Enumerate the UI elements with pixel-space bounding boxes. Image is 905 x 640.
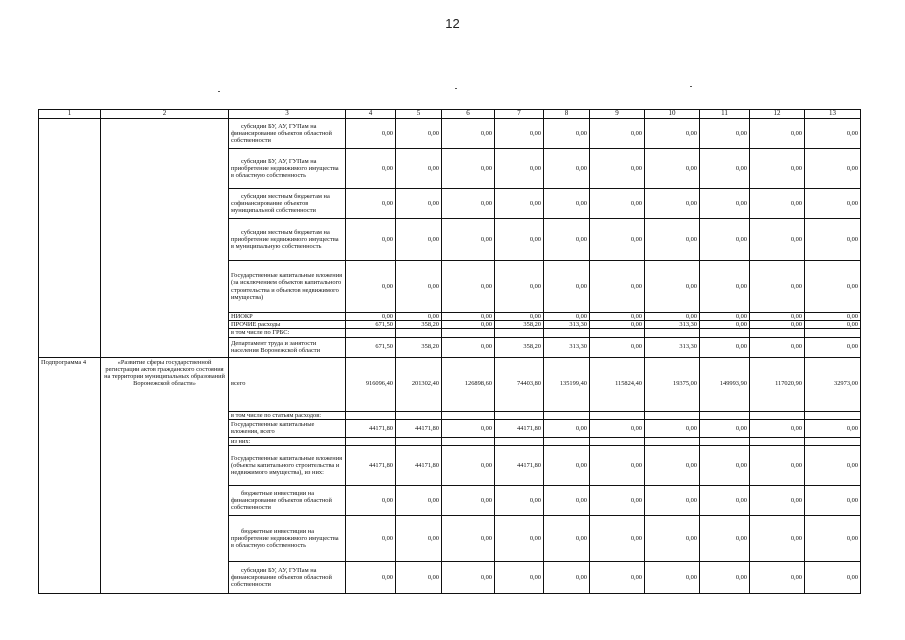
value-cell: 0,00 [442, 119, 495, 149]
column-number-cell: 8 [544, 110, 590, 119]
value-cell: 0,00 [495, 515, 544, 561]
value-cell: 0,00 [700, 485, 750, 515]
value-cell: 0,00 [396, 189, 442, 219]
value-cell: 313,30 [544, 321, 590, 329]
value-cell: 358,20 [396, 337, 442, 357]
value-cell: 0,00 [495, 261, 544, 313]
value-cell: 0,00 [442, 515, 495, 561]
value-cell [750, 437, 805, 445]
value-cell: 0,00 [805, 189, 861, 219]
column-number-cell: 4 [346, 110, 396, 119]
value-cell [645, 411, 700, 419]
value-cell: 0,00 [645, 261, 700, 313]
value-cell: 0,00 [544, 419, 590, 437]
value-cell: 0,00 [750, 445, 805, 485]
value-cell: 0,00 [590, 261, 645, 313]
value-cell: 0,00 [495, 119, 544, 149]
table-row [39, 357, 861, 411]
value-cell: 0,00 [495, 189, 544, 219]
value-cell: 0,00 [750, 485, 805, 515]
value-cell: 0,00 [396, 561, 442, 593]
budget-table [38, 109, 861, 594]
value-cell: 44171,80 [346, 445, 396, 485]
value-cell: 0,00 [645, 313, 700, 321]
value-cell: 313,30 [645, 321, 700, 329]
value-cell: 358,20 [396, 321, 442, 329]
value-cell [495, 411, 544, 419]
value-cell: 0,00 [645, 189, 700, 219]
value-cell: 0,00 [544, 485, 590, 515]
value-cell [590, 329, 645, 337]
value-cell: 135199,40 [544, 357, 590, 411]
value-cell: 671,50 [346, 337, 396, 357]
value-cell: 0,00 [805, 419, 861, 437]
value-cell: 44171,80 [495, 445, 544, 485]
value-cell: 0,00 [346, 261, 396, 313]
row-label: субсидии местным бюджетам на софинансирование объектов муниципальной собственности [229, 189, 346, 219]
value-cell: 0,00 [590, 189, 645, 219]
row-label: Государственные капитальные вложения, всего [229, 419, 346, 437]
value-cell: 0,00 [700, 189, 750, 219]
value-cell: 0,00 [495, 219, 544, 261]
value-cell: 0,00 [346, 149, 396, 189]
value-cell: 0,00 [396, 313, 442, 321]
column-number-cell: 5 [396, 110, 442, 119]
value-cell [590, 437, 645, 445]
value-cell: 0,00 [805, 261, 861, 313]
value-cell: 0,00 [700, 261, 750, 313]
row-label: в том числе по статьям расходов: [229, 411, 346, 419]
row-label: бюджетные инвестиции на финансирование объектов областной собственности [229, 485, 346, 515]
value-cell: 0,00 [495, 149, 544, 189]
program-name-cell [101, 119, 229, 358]
value-cell: 0,00 [590, 485, 645, 515]
column-number-cell: 3 [229, 110, 346, 119]
row-label: субсидии местным бюджетам на приобретение недвижимого имущества в муниципальную собственность [229, 219, 346, 261]
value-cell [442, 437, 495, 445]
value-cell: 44171,80 [396, 445, 442, 485]
row-label: субсидии БУ, АУ, ГУПам на финансирование объектов областной собственности [229, 119, 346, 149]
value-cell: 0,00 [645, 219, 700, 261]
value-cell [495, 329, 544, 337]
value-cell: 0,00 [700, 119, 750, 149]
value-cell: 0,00 [346, 313, 396, 321]
value-cell: 0,00 [750, 313, 805, 321]
subprogram-name-cell: «Развитие сферы государственной регистрации актов гражданского состояния на территории муниципальных образований Воронежской области» [101, 357, 229, 593]
value-cell: 0,00 [805, 337, 861, 357]
value-cell: 0,00 [346, 219, 396, 261]
row-label: из них: [229, 437, 346, 445]
value-cell: 0,00 [805, 219, 861, 261]
value-cell: 0,00 [544, 561, 590, 593]
row-label: ПРОЧИЕ расходы [229, 321, 346, 329]
value-cell [442, 411, 495, 419]
value-cell: 313,30 [645, 337, 700, 357]
value-cell: 0,00 [346, 485, 396, 515]
column-number-cell: 11 [700, 110, 750, 119]
value-cell: 0,00 [442, 561, 495, 593]
value-cell: 671,50 [346, 321, 396, 329]
value-cell: 0,00 [495, 561, 544, 593]
column-number-cell: 10 [645, 110, 700, 119]
value-cell: 0,00 [590, 337, 645, 357]
value-cell: 0,00 [544, 313, 590, 321]
value-cell: 0,00 [590, 321, 645, 329]
value-cell: 0,00 [346, 561, 396, 593]
value-cell: 0,00 [805, 445, 861, 485]
value-cell: 0,00 [700, 445, 750, 485]
value-cell: 74403,80 [495, 357, 544, 411]
value-cell: 32973,00 [805, 357, 861, 411]
row-label: НИОКР [229, 313, 346, 321]
value-cell: 44171,80 [346, 419, 396, 437]
value-cell: 0,00 [396, 485, 442, 515]
value-cell: 0,00 [645, 561, 700, 593]
value-cell [750, 411, 805, 419]
value-cell [645, 437, 700, 445]
value-cell: 0,00 [396, 261, 442, 313]
value-cell: 0,00 [645, 119, 700, 149]
row-label: субсидии БУ, АУ, ГУПам на приобретение недвижимого имущества в областную собственность [229, 149, 346, 189]
value-cell: 0,00 [805, 119, 861, 149]
value-cell: 115824,40 [590, 357, 645, 411]
value-cell: 0,00 [442, 337, 495, 357]
column-number-cell: 12 [750, 110, 805, 119]
row-label: Департамент труда и занятости населения Воронежской области [229, 337, 346, 357]
value-cell: 0,00 [396, 219, 442, 261]
value-cell: 0,00 [590, 313, 645, 321]
value-cell: 0,00 [590, 445, 645, 485]
value-cell: 0,00 [590, 515, 645, 561]
value-cell: 0,00 [442, 219, 495, 261]
value-cell: 0,00 [590, 149, 645, 189]
value-cell: 0,00 [750, 337, 805, 357]
value-cell: 0,00 [700, 321, 750, 329]
value-cell [645, 329, 700, 337]
value-cell: 0,00 [645, 515, 700, 561]
value-cell: 0,00 [805, 149, 861, 189]
row-label: всего [229, 357, 346, 411]
value-cell [346, 329, 396, 337]
value-cell [495, 437, 544, 445]
value-cell: 0,00 [442, 485, 495, 515]
column-number-row [39, 110, 861, 119]
value-cell [346, 437, 396, 445]
value-cell [805, 329, 861, 337]
value-cell: 0,00 [750, 149, 805, 189]
value-cell: 0,00 [750, 261, 805, 313]
value-cell: 0,00 [346, 119, 396, 149]
value-cell: 916096,40 [346, 357, 396, 411]
column-number-cell: 6 [442, 110, 495, 119]
value-cell: 0,00 [346, 189, 396, 219]
value-cell [396, 329, 442, 337]
value-cell: 44171,80 [495, 419, 544, 437]
value-cell: 0,00 [700, 337, 750, 357]
value-cell: 201302,40 [396, 357, 442, 411]
scan-speck [690, 86, 692, 87]
value-cell: 0,00 [645, 445, 700, 485]
value-cell: 149993,90 [700, 357, 750, 411]
row-label: в том числе по ГРБС: [229, 329, 346, 337]
value-cell: 0,00 [590, 561, 645, 593]
value-cell: 0,00 [805, 561, 861, 593]
value-cell [590, 411, 645, 419]
value-cell: 0,00 [750, 561, 805, 593]
row-label: Государственные капитальные вложения (за исключением объектов капитального строительства и объектов недвижимого имущества) [229, 261, 346, 313]
value-cell: 0,00 [750, 219, 805, 261]
column-number-cell: 9 [590, 110, 645, 119]
value-cell: 0,00 [645, 149, 700, 189]
value-cell: 0,00 [645, 485, 700, 515]
value-cell: 44171,80 [396, 419, 442, 437]
row-label: Государственные капитальные вложения (объекты капитального строительства и недвижимого имущества), из них: [229, 445, 346, 485]
value-cell: 126898,60 [442, 357, 495, 411]
value-cell: 0,00 [346, 515, 396, 561]
row-label: субсидии БУ, АУ, ГУПам на финансирование объектов областной собственности [229, 561, 346, 593]
value-cell: 0,00 [590, 419, 645, 437]
value-cell: 0,00 [645, 419, 700, 437]
value-cell: 0,00 [442, 189, 495, 219]
value-cell: 0,00 [544, 189, 590, 219]
value-cell [700, 329, 750, 337]
column-number-cell: 13 [805, 110, 861, 119]
value-cell: 0,00 [805, 515, 861, 561]
table-row [39, 119, 861, 149]
value-cell: 358,20 [495, 337, 544, 357]
value-cell [805, 437, 861, 445]
value-cell [700, 411, 750, 419]
program-cell [39, 119, 101, 358]
value-cell: 0,00 [442, 321, 495, 329]
value-cell: 117020,90 [750, 357, 805, 411]
column-number-cell: 7 [495, 110, 544, 119]
column-number-cell: 2 [101, 110, 229, 119]
value-cell: 0,00 [544, 445, 590, 485]
value-cell: 313,30 [544, 337, 590, 357]
value-cell: 19375,00 [645, 357, 700, 411]
value-cell [544, 329, 590, 337]
value-cell: 0,00 [544, 149, 590, 189]
value-cell: 0,00 [396, 119, 442, 149]
value-cell: 0,00 [750, 321, 805, 329]
value-cell [750, 329, 805, 337]
value-cell: 0,00 [442, 313, 495, 321]
value-cell: 0,00 [805, 313, 861, 321]
value-cell: 0,00 [544, 515, 590, 561]
value-cell: 0,00 [442, 445, 495, 485]
scan-speck [455, 88, 457, 89]
value-cell: 0,00 [805, 485, 861, 515]
value-cell: 0,00 [442, 149, 495, 189]
page-number: 12 [445, 16, 460, 31]
value-cell: 0,00 [442, 419, 495, 437]
value-cell: 0,00 [700, 419, 750, 437]
value-cell: 0,00 [396, 149, 442, 189]
value-cell: 0,00 [544, 219, 590, 261]
value-cell: 0,00 [495, 485, 544, 515]
row-label: бюджетные инвестиции на приобретение недвижимого имущества в областную собственность [229, 515, 346, 561]
subprogram-number-cell: Подпрограмма 4 [39, 357, 101, 593]
value-cell [544, 437, 590, 445]
value-cell: 0,00 [805, 321, 861, 329]
value-cell: 0,00 [750, 119, 805, 149]
value-cell [396, 411, 442, 419]
value-cell [396, 437, 442, 445]
value-cell: 0,00 [700, 515, 750, 561]
value-cell: 0,00 [396, 515, 442, 561]
value-cell: 0,00 [750, 189, 805, 219]
value-cell: 0,00 [544, 119, 590, 149]
value-cell: 0,00 [590, 119, 645, 149]
column-number-cell: 1 [39, 110, 101, 119]
value-cell: 358,20 [495, 321, 544, 329]
value-cell: 0,00 [750, 515, 805, 561]
value-cell: 0,00 [544, 261, 590, 313]
value-cell: 0,00 [590, 219, 645, 261]
value-cell [700, 437, 750, 445]
value-cell [544, 411, 590, 419]
value-cell: 0,00 [700, 219, 750, 261]
value-cell: 0,00 [700, 149, 750, 189]
value-cell [805, 411, 861, 419]
value-cell: 0,00 [442, 261, 495, 313]
value-cell: 0,00 [700, 561, 750, 593]
value-cell [346, 411, 396, 419]
value-cell: 0,00 [700, 313, 750, 321]
value-cell [442, 329, 495, 337]
value-cell: 0,00 [495, 313, 544, 321]
scan-speck [218, 91, 220, 92]
value-cell: 0,00 [750, 419, 805, 437]
